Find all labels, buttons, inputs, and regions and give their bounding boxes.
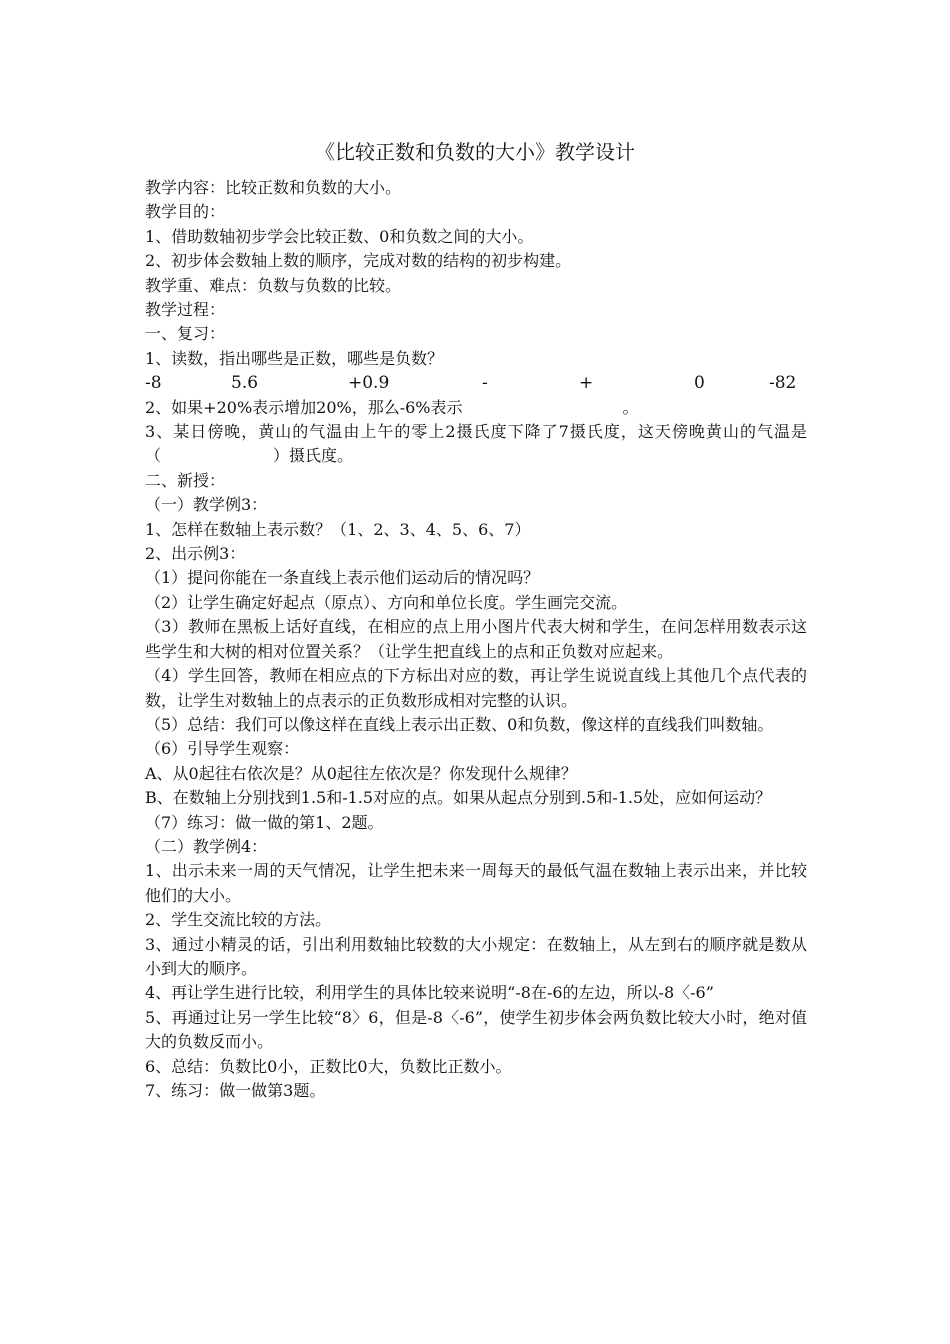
text-line: 2、初步体会数轴上数的顺序，完成对数的结构的初步构建。 xyxy=(145,251,572,271)
text-line: 1、读数，指出哪些是正数，哪些是负数？ xyxy=(145,348,444,368)
paragraph: 4、再让学生进行比较，利用学生的具体比较来说明“-8在-6的左边，所以-8〈-6” xyxy=(145,983,714,1003)
text-line: 7、练习：做一做第3题。 xyxy=(145,1081,326,1101)
text-line: 教学重、难点：负数与负数的比较。 xyxy=(145,275,402,295)
text-line: A、从0起往右依次是？从0起往左依次是？你发现什么规律？ xyxy=(145,763,577,783)
text-line: 1、怎样在数轴上表示数？（1、2、3、4、5、6、7） xyxy=(145,519,531,539)
text-line: （1）提问你能在一条直线上表示他们运动后的情况吗？ xyxy=(145,568,540,588)
paragraph: 1、出示未来一周的天气情况，让学生把未来一周每天的最低气温在数轴上表示出来，并比较他们的大小。 xyxy=(145,861,807,905)
text-line: 教学内容：比较正数和负数的大小。 xyxy=(145,178,402,197)
question-3: 3、某日傍晚，黄山的气温由上午的零上2摄氏度下降了7摄氏度，这天傍晚黄山的气温是（ ）摄氏度。 xyxy=(145,422,807,466)
text-line: 1、借助数轴初步学会比较正数、0和负数之间的大小。 xyxy=(145,226,534,246)
paragraph: （3）教师在黑板上话好直线，在相应的点上用小图片代表大树和学生，在问怎样用数表示这些学生和大树的相对位置关系？（让学生把直线上的点和正负数对应起来。 xyxy=(145,617,807,661)
question-2: 2、如果+20%表示增加20%，那么-6%表示 。 xyxy=(145,397,639,417)
section-heading: （二）教学例4： xyxy=(145,836,268,856)
number-item: + xyxy=(579,373,594,394)
text-line: （6）引导学生观察： xyxy=(145,739,300,759)
number-row xyxy=(145,371,807,395)
number-item: -8 xyxy=(145,373,162,394)
number-item: +0.9 xyxy=(348,373,390,394)
text-line: 2、出示例3： xyxy=(145,544,246,564)
text-line: （一）教学例3： xyxy=(145,495,268,515)
text-line: （2）让学生确定好起点（原点）、方向和单位长度。学生画完交流。 xyxy=(145,592,628,612)
text-line: 6、总结：负数比0小，正数比0大，负数比正数小。 xyxy=(145,1056,512,1076)
number-item: - xyxy=(482,373,488,394)
document-title: 《比较正数和负数的大小》教学设计 xyxy=(315,140,635,164)
text-line: 二、新授： xyxy=(145,470,226,490)
number-item: 0 xyxy=(694,373,705,394)
paragraph: 3、通过小精灵的话，引出利用数轴比较数的大小规定：在数轴上，从左到右的顺序就是数从小到大的顺序。 xyxy=(145,934,807,978)
paragraph: B、在数轴上分别找到1.5和-1.5对应的点。如果从起点分别到.5和-1.5处，应如何运动？ xyxy=(145,788,772,808)
paragraph: 5、再通过让另一学生比较“8〉6，但是-8〈-6”，使学生初步体会两负数比较大小时，绝对值大的负数反而小。 xyxy=(145,1007,807,1052)
text-line: （7）练习：做一做的第1、2题。 xyxy=(145,812,384,832)
text-line: 教学过程： xyxy=(145,300,226,320)
number-item: 5.6 xyxy=(231,373,259,394)
text-line: 一、复习： xyxy=(145,324,226,344)
paragraph: （4）学生回答，教师在相应点的下方标出对应的数，再让学生说说直线上其他几个点代表的数，让学生对数轴上的点表示的正负数形成相对完整的认识。 xyxy=(145,666,807,710)
paragraph: （5）总结：我们可以像这样在直线上表示出正数、0和负数，像这样的直线我们叫数轴。 xyxy=(145,714,774,734)
text-line: 教学目的： xyxy=(145,202,226,222)
text-line: 2、学生交流比较的方法。 xyxy=(145,910,332,930)
document-body xyxy=(145,176,807,1103)
number-item: -82 xyxy=(769,373,797,394)
